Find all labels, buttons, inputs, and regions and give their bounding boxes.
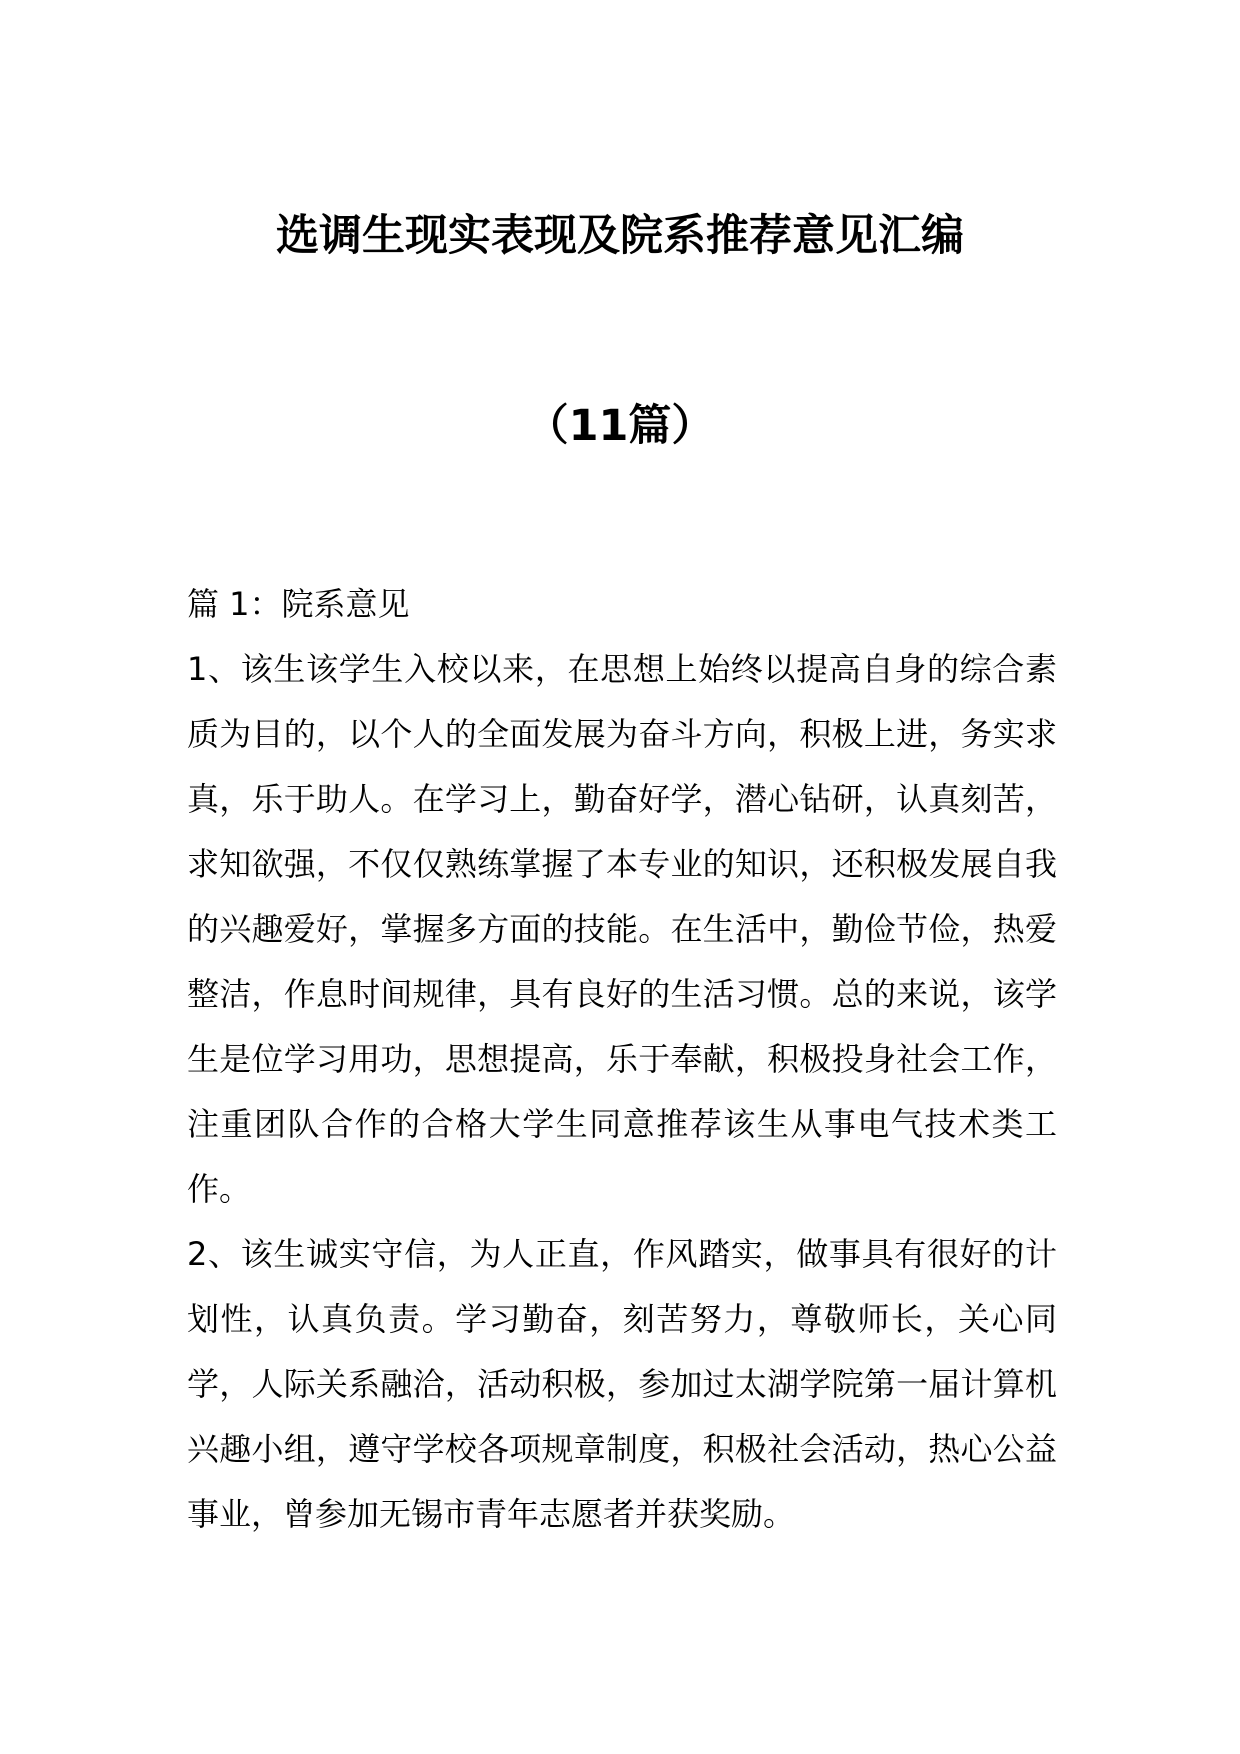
paragraph-2: 2、该生诚实守信，为人正直，作风踏实，做事具有很好的计划性，认真负责。学习勤奋，刻苦努力，尊敬师长，关心同学，人际关系融洽，活动积极，参加过太湖学院第一届计算机兴趣小组，遵守学校各项规章制度，积极社会活动，热心公益事业，曾参加无锡市青年志愿者并获奖励。 xyxy=(187,1235,1057,1533)
section-heading: 篇 1：院系意见 xyxy=(187,585,410,623)
document-subtitle: （11篇） xyxy=(525,401,715,451)
paragraph-1: 1、该生该学生入校以来，在思想上始终以提高自身的综合素质为目的，以个人的全面发展为奋斗方向，积极上进，务实求真，乐于助人。在学习上，勤奋好学，潜心钻研，认真刻苦，求知欲强，不仅仅熟练掌握了本专业的知识，还积极发展自我的兴趣爱好，掌握多方面的技能。在生活中，勤俭节俭，热爱整洁，作息时间规律，具有良好的生活习惯。总的来说，该学生是位学习用功，思想提高，乐于奉献，积极投身社会工作，注重团队合作的合格大学生同意推荐该生从事电气技术类工作。 xyxy=(187,650,1057,1208)
document-title: 选调生现实表现及院系推荐意见汇编 xyxy=(276,211,964,261)
